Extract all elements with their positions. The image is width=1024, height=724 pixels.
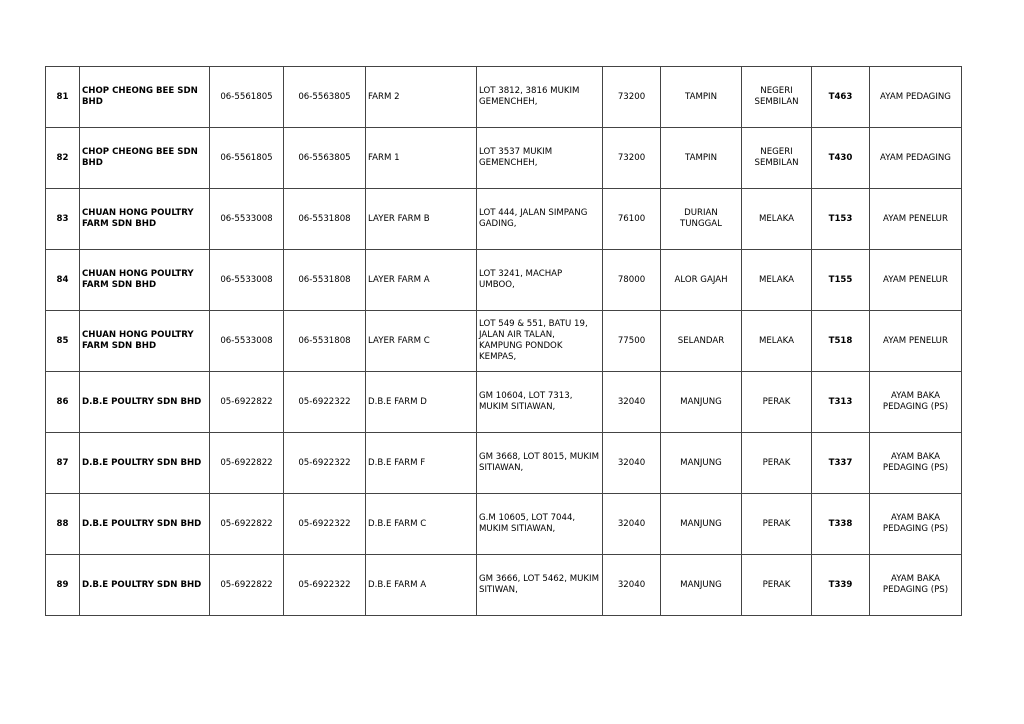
registration-code-cell: T518 [812, 311, 870, 372]
company-name-cell: CHUAN HONG POULTRY FARM SDN BHD [80, 189, 210, 250]
district-cell: TAMPIN [661, 67, 742, 128]
farm-name-cell: D.B.E FARM A [366, 555, 477, 616]
district-cell: MANJUNG [661, 555, 742, 616]
table-row [46, 128, 962, 189]
company-name-cell: CHOP CHEONG BEE SDN BHD [80, 128, 210, 189]
company-name-cell: D.B.E POULTRY SDN BHD [80, 555, 210, 616]
row-number-cell: 87 [46, 433, 80, 494]
row-number-cell: 82 [46, 128, 80, 189]
address-cell: LOT 3241, MACHAP UMBOO, [477, 250, 603, 311]
table-row [46, 555, 962, 616]
farm-name-cell: LAYER FARM C [366, 311, 477, 372]
state-cell: MELAKA [742, 189, 812, 250]
state-cell: NEGERI SEMBILAN [742, 67, 812, 128]
postcode-cell: 32040 [603, 372, 661, 433]
state-cell: NEGERI SEMBILAN [742, 128, 812, 189]
state-cell: PERAK [742, 494, 812, 555]
table-row [46, 372, 962, 433]
registration-code-cell: T337 [812, 433, 870, 494]
state-cell: PERAK [742, 555, 812, 616]
table-row [46, 433, 962, 494]
phone-cell: 05-6922822 [210, 555, 284, 616]
registration-code-cell: T313 [812, 372, 870, 433]
fax-cell: 05-6922322 [284, 555, 366, 616]
district-cell: DURIAN TUNGGAL [661, 189, 742, 250]
poultry-type-cell: AYAM PENELUR [870, 189, 962, 250]
phone-cell: 05-6922822 [210, 433, 284, 494]
postcode-cell: 32040 [603, 494, 661, 555]
row-number-cell: 85 [46, 311, 80, 372]
fax-cell: 06-5563805 [284, 128, 366, 189]
fax-cell: 05-6922322 [284, 433, 366, 494]
farm-name-cell: D.B.E FARM C [366, 494, 477, 555]
address-cell: LOT 3812, 3816 MUKIM GEMENCHEH, [477, 67, 603, 128]
registration-code-cell: T430 [812, 128, 870, 189]
registration-code-cell: T338 [812, 494, 870, 555]
phone-cell: 06-5533008 [210, 189, 284, 250]
fax-cell: 06-5531808 [284, 250, 366, 311]
fax-cell: 05-6922322 [284, 372, 366, 433]
row-number-cell: 84 [46, 250, 80, 311]
postcode-cell: 77500 [603, 311, 661, 372]
district-cell: TAMPIN [661, 128, 742, 189]
poultry-type-cell: AYAM PEDAGING [870, 67, 962, 128]
farm-name-cell: FARM 1 [366, 128, 477, 189]
fax-cell: 06-5531808 [284, 311, 366, 372]
address-cell: LOT 3537 MUKIM GEMENCHEH, [477, 128, 603, 189]
company-name-cell: CHOP CHEONG BEE SDN BHD [80, 67, 210, 128]
postcode-cell: 76100 [603, 189, 661, 250]
address-cell: LOT 549 & 551, BATU 19, JALAN AIR TALAN, KAMPUNG PONDOK KEMPAS, [477, 311, 603, 372]
row-number-cell: 81 [46, 67, 80, 128]
farm-name-cell: FARM 2 [366, 67, 477, 128]
phone-cell: 05-6922822 [210, 494, 284, 555]
district-cell: SELANDAR [661, 311, 742, 372]
district-cell: ALOR GAJAH [661, 250, 742, 311]
table-row [46, 311, 962, 372]
fax-cell: 06-5531808 [284, 189, 366, 250]
poultry-type-cell: AYAM PENELUR [870, 311, 962, 372]
state-cell: MELAKA [742, 311, 812, 372]
company-name-cell: CHUAN HONG POULTRY FARM SDN BHD [80, 250, 210, 311]
farm-name-cell: D.B.E FARM F [366, 433, 477, 494]
fax-cell: 05-6922322 [284, 494, 366, 555]
registration-code-cell: T153 [812, 189, 870, 250]
state-cell: MELAKA [742, 250, 812, 311]
address-cell: GM 3666, LOT 5462, MUKIM SITIWAN, [477, 555, 603, 616]
table-row [46, 189, 962, 250]
postcode-cell: 32040 [603, 555, 661, 616]
farm-name-cell: LAYER FARM B [366, 189, 477, 250]
state-cell: PERAK [742, 372, 812, 433]
phone-cell: 06-5533008 [210, 250, 284, 311]
row-number-cell: 86 [46, 372, 80, 433]
poultry-type-cell: AYAM BAKA PEDAGING (PS) [870, 494, 962, 555]
poultry-type-cell: AYAM BAKA PEDAGING (PS) [870, 372, 962, 433]
postcode-cell: 73200 [603, 67, 661, 128]
row-number-cell: 88 [46, 494, 80, 555]
farm-name-cell: D.B.E FARM D [366, 372, 477, 433]
address-cell: GM 10604, LOT 7313, MUKIM SITIAWAN, [477, 372, 603, 433]
phone-cell: 06-5561805 [210, 67, 284, 128]
company-name-cell: D.B.E POULTRY SDN BHD [80, 433, 210, 494]
poultry-type-cell: AYAM PEDAGING [870, 128, 962, 189]
poultry-type-cell: AYAM BAKA PEDAGING (PS) [870, 555, 962, 616]
company-name-cell: D.B.E POULTRY SDN BHD [80, 372, 210, 433]
table-row [46, 67, 962, 128]
row-number-cell: 83 [46, 189, 80, 250]
postcode-cell: 32040 [603, 433, 661, 494]
farm-name-cell: LAYER FARM A [366, 250, 477, 311]
table-row [46, 250, 962, 311]
registration-code-cell: T339 [812, 555, 870, 616]
state-cell: PERAK [742, 433, 812, 494]
postcode-cell: 78000 [603, 250, 661, 311]
phone-cell: 06-5561805 [210, 128, 284, 189]
registration-code-cell: T463 [812, 67, 870, 128]
company-name-cell: CHUAN HONG POULTRY FARM SDN BHD [80, 311, 210, 372]
postcode-cell: 73200 [603, 128, 661, 189]
company-name-cell: D.B.E POULTRY SDN BHD [80, 494, 210, 555]
phone-cell: 05-6922822 [210, 372, 284, 433]
table-row [46, 494, 962, 555]
address-cell: LOT 444, JALAN SIMPANG GADING, [477, 189, 603, 250]
poultry-type-cell: AYAM BAKA PEDAGING (PS) [870, 433, 962, 494]
district-cell: MANJUNG [661, 372, 742, 433]
address-cell: G.M 10605, LOT 7044, MUKIM SITIAWAN, [477, 494, 603, 555]
address-cell: GM 3668, LOT 8015, MUKIM SITIAWAN, [477, 433, 603, 494]
poultry-type-cell: AYAM PENELUR [870, 250, 962, 311]
row-number-cell: 89 [46, 555, 80, 616]
farm-registry-table [45, 66, 962, 616]
registration-code-cell: T155 [812, 250, 870, 311]
district-cell: MANJUNG [661, 494, 742, 555]
fax-cell: 06-5563805 [284, 67, 366, 128]
phone-cell: 06-5533008 [210, 311, 284, 372]
district-cell: MANJUNG [661, 433, 742, 494]
